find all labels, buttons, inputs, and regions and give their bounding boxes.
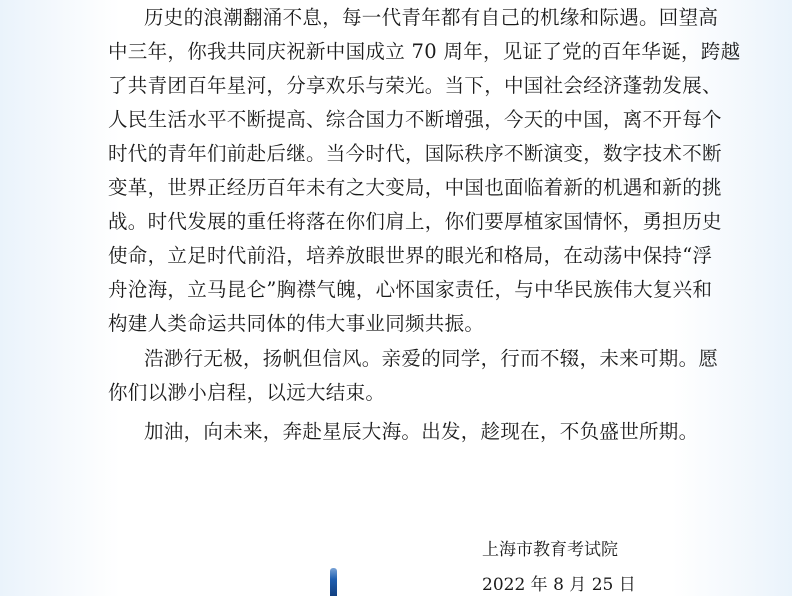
paragraph-1-line-5: 时代的青年们前赴后继。当今时代，国际秩序不断演变，数字技术不断 [108, 142, 722, 165]
paragraph-1-line-6: 变革，世界正经历百年未有之大变局，中国也面临着新的机遇和新的挑 [108, 176, 722, 199]
paragraph-1-line-4: 人民生活水平不断提高、综合国力不断增强，今天的中国，离不开每个 [108, 108, 722, 131]
signature-org: 上海市教育考试院 [482, 540, 618, 560]
paragraph-1-line-9: 舟沧海，立马昆仑”胸襟气魄，心怀国家责任，与中华民族伟大复兴和 [108, 278, 713, 301]
paragraph-1-line-10: 构建人类命运共同体的伟大事业同频共振。 [108, 312, 485, 335]
paragraph-1-line-8: 使命，立足时代前沿，培养放眼世界的眼光和格局，在动荡中保持“浮 [108, 244, 713, 267]
paragraph-1-line-7: 战。时代发展的重任将落在你们肩上，你们要厚植家国情怀，勇担历史 [108, 210, 722, 233]
paragraph-3-line-1: 加油，向未来，奔赴星辰大海。出发，趁现在，不负盛世所期。 [144, 420, 699, 443]
paragraph-1-line-2: 中三年，你我共同庆祝新中国成立 70 周年，见证了党的百年华诞，跨越 [108, 40, 741, 63]
paragraph-1-line-1: 历史的浪潮翻涌不息，每一代青年都有自己的机缘和际遇。回望高 [144, 6, 719, 29]
signature-date: 2022 年 8 月 25 日 [482, 575, 636, 595]
paragraph-2-line-2: 你们以渺小启程，以远大结束。 [108, 381, 386, 404]
paragraph-2-line-1: 浩渺行无极，扬帆但信风。亲爱的同学，行而不辍，未来可期。愿 [144, 347, 719, 370]
paragraph-1-line-3: 了共青团百年星河，分享欢乐与荣光。当下，中国社会经济蓬勃发展、 [108, 74, 722, 97]
blue-pen-mark-decoration [330, 568, 337, 596]
